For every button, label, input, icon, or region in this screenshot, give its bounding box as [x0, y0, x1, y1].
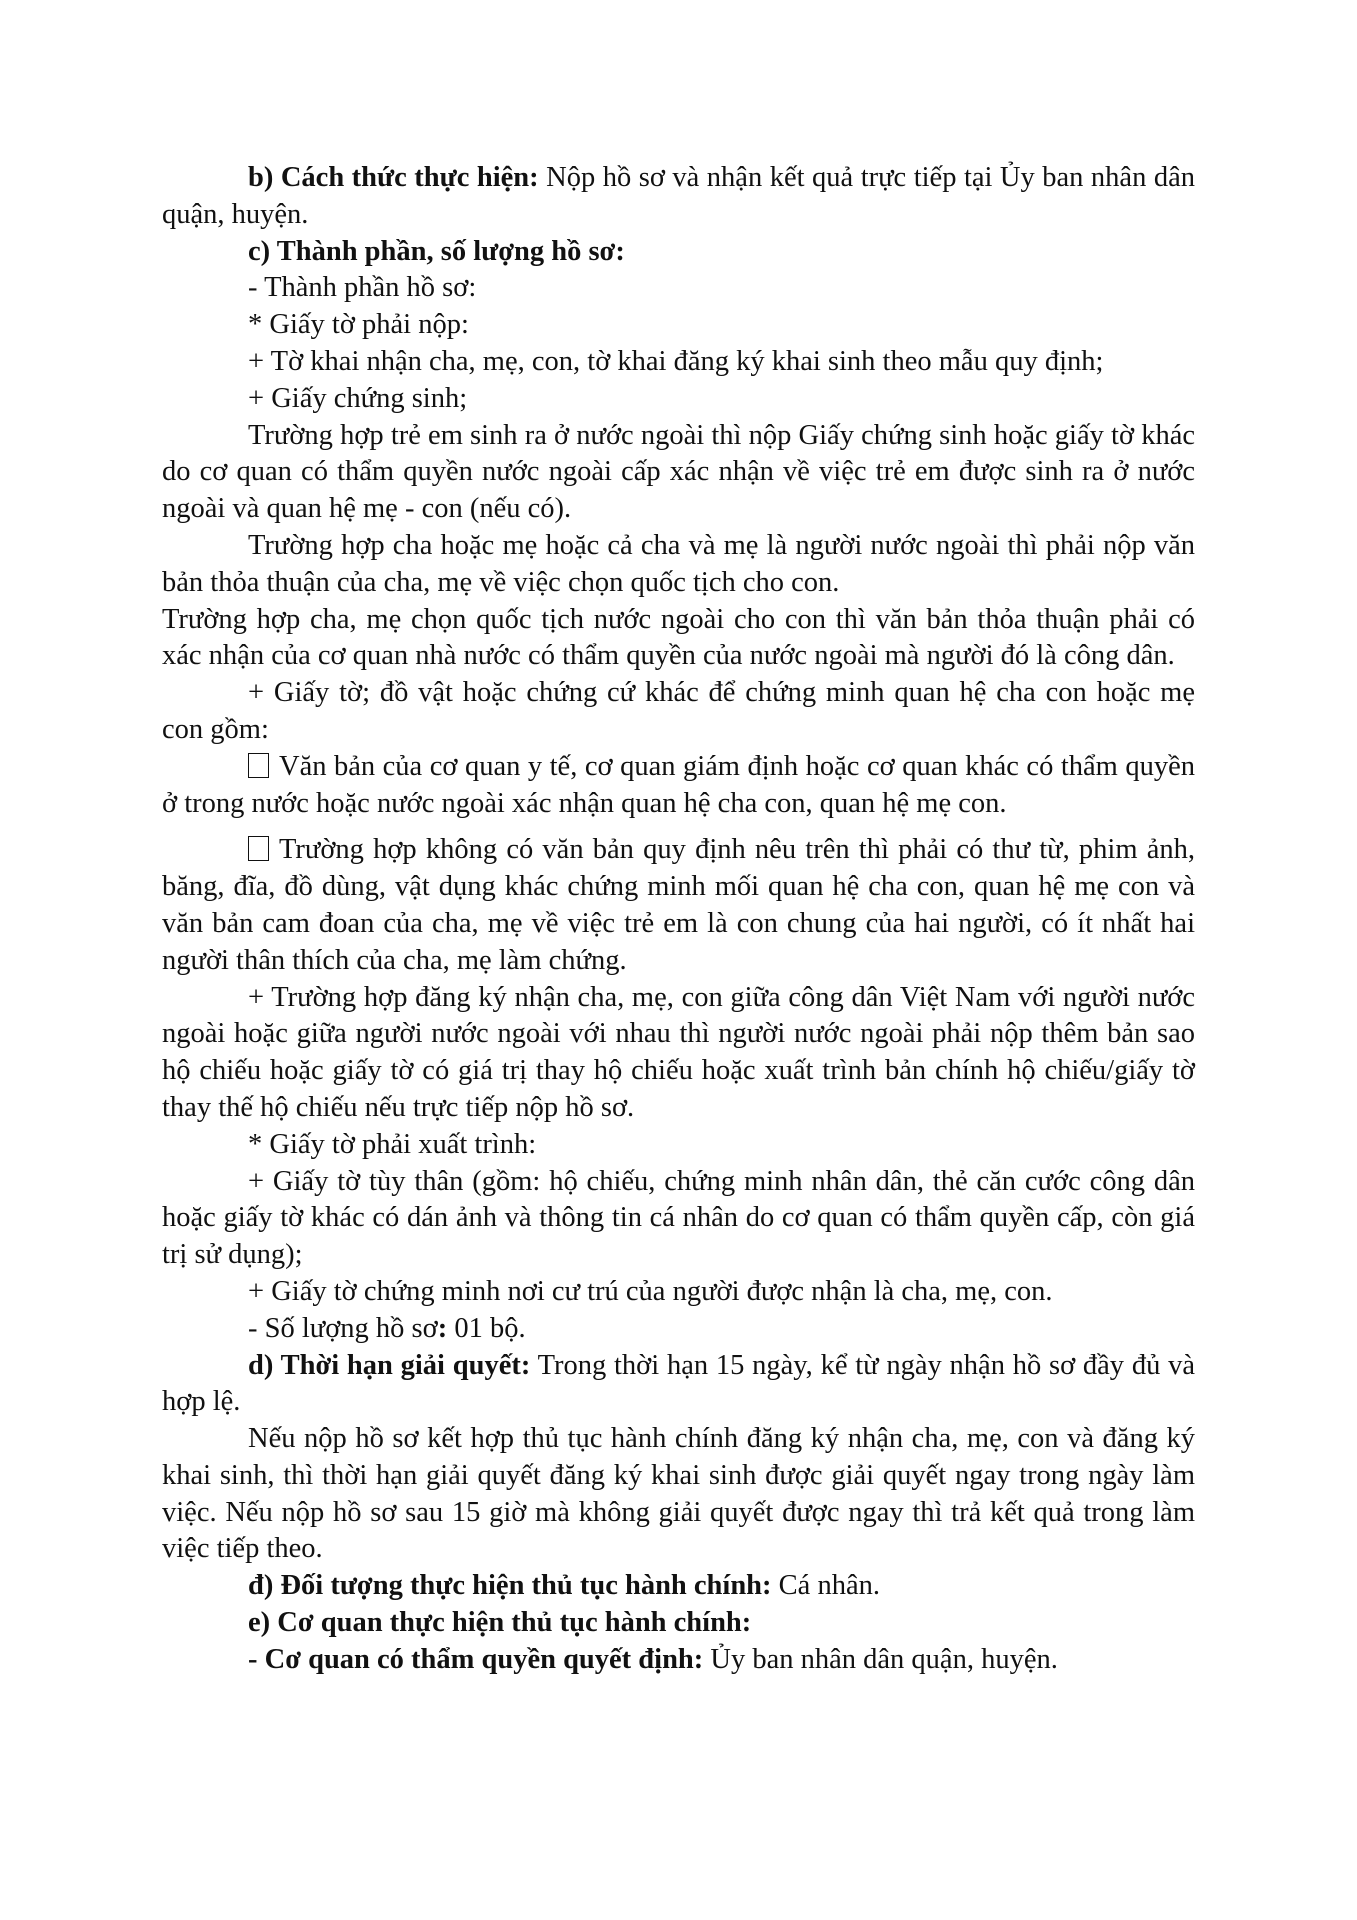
- section-c-heading: c) Thành phần, số lượng hồ sơ:: [248, 235, 625, 267]
- present-papers-label: * Giấy tờ phải xuất trình:: [248, 1128, 537, 1160]
- composition-label: - Thành phần hồ sơ:: [248, 272, 477, 304]
- section-dd-paragraph: [162, 1568, 1195, 1605]
- quantity-colon: :: [437, 1312, 448, 1344]
- checkbox-bullet-icon: [248, 836, 269, 861]
- section-b-text: Nộp hồ sơ và nhận kết quả trực tiếp tại Ủy ban nhân dân quận, huyện.: [162, 162, 1195, 230]
- section-d-text: Trong thời hạn 15 ngày, kể từ ngày nhận hồ sơ đầy đủ và hợp lệ.: [162, 1349, 1196, 1418]
- foreign-nationality-paragraph: Trường hợp cha, mẹ chọn quốc tịch nước ngoài cho con thì văn bản thỏa thuận phải có xác nhận của cơ quan nhà nước có thẩm quyền của nước ngoài mà người đó là công dân.: [162, 603, 1195, 672]
- document-page: [162, 160, 1195, 1679]
- submit-papers-label: * Giấy tờ phải nộp:: [248, 309, 469, 341]
- medical-document-text: Văn bản của cơ quan y tế, cơ quan giám định hoặc cơ quan khác có thẩm quyền ở trong nước hoặc nước ngoài xác nhận quan hệ cha con, quan hệ mẹ con.: [162, 750, 1195, 819]
- no-document-bullet: [162, 832, 1195, 979]
- combined-procedure-paragraph: Nếu nộp hồ sơ kết hợp thủ tục hành chính đăng ký nhận cha, mẹ, con và đăng ký khai sinh, thì thời hạn giải quyết đăng ký khai sinh được giải quyết ngay trong ngày làm việc. Nếu nộp hồ sơ sau 15 giờ mà không giải quyết được ngay thì trả kết quả trong làm việc tiếp theo.: [162, 1423, 1195, 1565]
- section-d-paragraph: [162, 1348, 1195, 1422]
- authority-line: [162, 1642, 1195, 1679]
- authority-label: - Cơ quan có thẩm quyền quyết định:: [248, 1643, 704, 1675]
- section-b-paragraph: [162, 160, 1195, 234]
- medical-document-bullet: [162, 749, 1195, 823]
- birth-certificate-item: + Giấy chứng sinh;: [248, 382, 468, 414]
- checkbox-bullet-icon: [248, 753, 269, 778]
- id-papers-item: + Giấy tờ tùy thân (gồm: hộ chiếu, chứng minh nhân dân, thẻ căn cước công dân hoặc giấy tờ khác có dán ảnh và thông tin cá nhân do cơ quan có thẩm quyền cấp, còn giá trị sử dụng);: [162, 1165, 1195, 1271]
- foreigner-item: + Trường hợp đăng ký nhận cha, mẹ, con giữa công dân Việt Nam với người nước ngoài hoặc giữa người nước ngoài với nhau thì người nước ngoài phải nộp thêm bản sao hộ chiếu hoặc giấy tờ có giá trị thay hộ chiếu hoặc xuất trình bản chính hộ chiếu/giấy tờ thay thế hộ chiếu nếu trực tiếp nộp hồ sơ.: [162, 981, 1195, 1123]
- foreign-parent-paragraph: Trường hợp cha hoặc mẹ hoặc cả cha và mẹ là người nước ngoài thì phải nộp văn bản thỏa thuận của cha, mẹ về việc chọn quốc tịch cho con.: [162, 529, 1195, 598]
- quantity-line: [162, 1311, 1195, 1348]
- no-document-text: Trường hợp không có văn bản quy định nêu trên thì phải có thư từ, phim ảnh, băng, đĩa, đồ dùng, vật dụng khác chứng minh mối quan hệ cha con, quan hệ mẹ con và văn bản cam đoan của cha, mẹ về việc trẻ em là con chung của hai người, có ít nhất hai người thân thích của cha, mẹ làm chứng.: [162, 834, 1195, 976]
- quantity-value: 01 bộ.: [447, 1312, 526, 1344]
- abroad-birth-paragraph: Trường hợp trẻ em sinh ra ở nước ngoài thì nộp Giấy chứng sinh hoặc giấy tờ khác do cơ quan có thẩm quyền nước ngoài cấp xác nhận về việc trẻ em được sinh ra ở nước ngoài và quan hệ mẹ - con (nếu có).: [162, 419, 1195, 525]
- section-dd-heading: đ) Đối tượng thực hiện thủ tục hành chính:: [248, 1570, 772, 1602]
- residence-item: + Giấy tờ chứng minh nơi cư trú của người được nhận là cha, mẹ, con.: [248, 1275, 1053, 1307]
- section-b-heading: b) Cách thức thực hiện:: [248, 162, 539, 193]
- section-e-heading: e) Cơ quan thực hiện thủ tục hành chính:: [248, 1607, 752, 1639]
- evidence-item: + Giấy tờ; đồ vật hoặc chứng cứ khác để chứng minh quan hệ cha con hoặc mẹ con gồm:: [162, 677, 1195, 745]
- section-d-heading: d) Thời hạn giải quyết:: [248, 1349, 531, 1381]
- declaration-item: + Tờ khai nhận cha, mẹ, con, tờ khai đăng ký khai sinh theo mẫu quy định;: [248, 345, 1104, 377]
- section-dd-text: Cá nhân.: [771, 1570, 880, 1602]
- quantity-label: - Số lượng hồ sơ: [248, 1312, 438, 1344]
- authority-value: Ủy ban nhân dân quận, huyện.: [703, 1643, 1058, 1675]
